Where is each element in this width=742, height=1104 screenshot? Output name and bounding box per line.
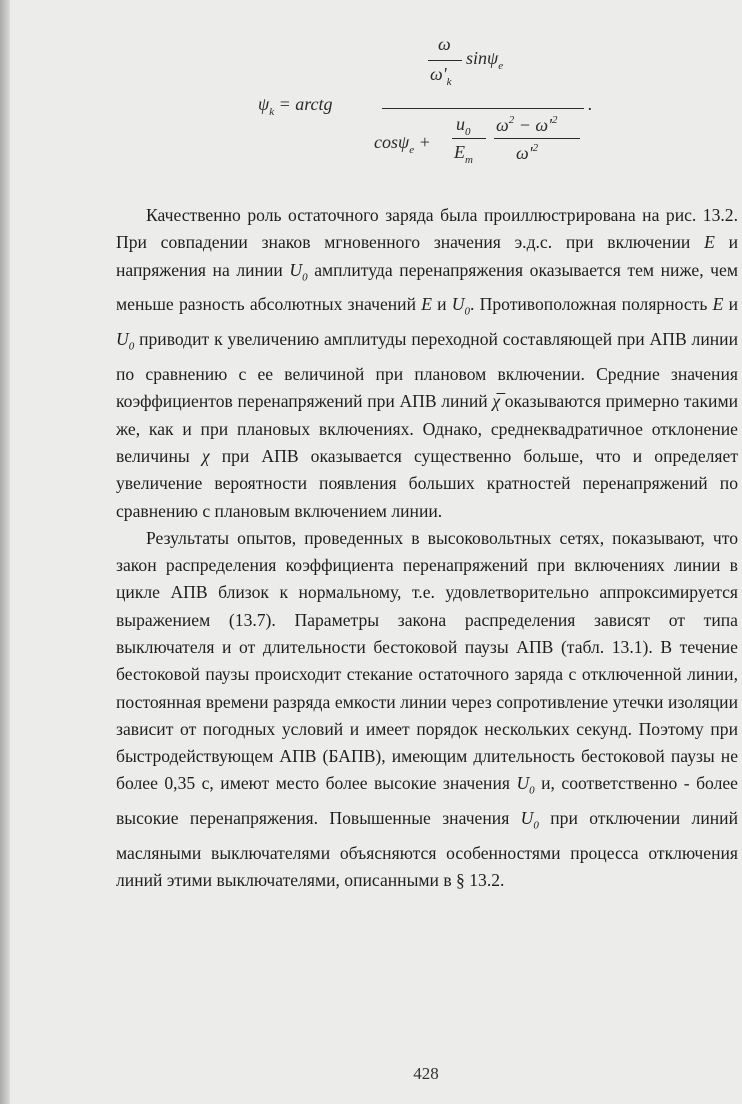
fraction-bar-main <box>382 108 584 109</box>
formula-psi-k <box>258 28 618 188</box>
formula-cos-psi: cosψ$_e$ + <box>374 132 431 156</box>
text-run: и <box>431 294 452 315</box>
math-symbol: E <box>712 294 724 315</box>
math-symbol: U <box>516 773 530 794</box>
text-run: и напряжения на линии <box>116 232 738 280</box>
fraction-bar-omega <box>494 138 580 139</box>
math-symbol: U <box>289 259 303 280</box>
fraction-bar-u0-em <box>452 138 486 139</box>
formula-omega-prime-k: $\omega'_k$ <box>430 64 452 88</box>
subscript: 0 <box>302 271 308 284</box>
subscript: 0 <box>128 340 135 353</box>
scan-edge <box>0 0 10 1104</box>
math-symbol: U <box>520 808 534 829</box>
text-run: оказываются примерно такими же, как и при плановых включениях. Однако, среднеквадратичное отклонение величины <box>116 391 739 466</box>
formula-period: . <box>588 94 593 114</box>
paragraph-residual-charge <box>116 202 738 525</box>
formula-lhs: $\psi_k$ = arctg <box>258 94 333 118</box>
text-run: . Противоположная полярность <box>470 294 713 315</box>
body-text <box>116 202 738 895</box>
text-run: при отключении линий масляными выключателями объясняются особенностями процесса отключения линий этими выключателями, описанными в § 13.2. <box>116 808 738 891</box>
text-run: Результаты опытов, проведенных в высоковольтных сетях, показывают, что закон распределения коэффициента перенапряжений при включениях линии в цикле АПВ близок к нормальному, т.е. удовлетворительно аппроксимируется выражением (13.7). Параметры закона распределения зависят от типа выключателя и от длительности бестоковой паузы АПВ (табл. 13.1). В течение бестоковой паузы происходит стекание остаточного заряда с отключенной линии, постоянная времени разряда емкости линии через сопротивление утечки изоляции зависит от погодных условий и имеет порядок нескольких секунд. Поэтому при быстродействующем АПВ (БАПВ), имеющим длительность бестоковой паузы не более 0,35 с, имеют место более высокие значения <box>116 527 738 794</box>
paragraph-experiment-results <box>116 525 738 895</box>
math-symbol: U <box>451 294 465 315</box>
subscript: 0 <box>464 305 471 318</box>
text-run: Качественно роль остаточного заряда была проиллюстрирована на рис. 13.2. При совпадении знаков мгновенного значения э.д.с. при включении <box>116 205 738 253</box>
math-symbol: E <box>421 294 432 315</box>
subscript: 0 <box>529 785 535 797</box>
text-run: и, соответственно - более высокие перенапряжения. Повышенные значения <box>116 773 738 829</box>
text-run: и <box>723 294 738 315</box>
text-run: приводит к увеличению амплитуды переходной составляющей при АПВ линии по сравнению с ее величиной при плановом включении. Средние значения коэффициентов перенапряжений при АПВ линий <box>116 329 738 412</box>
formula-omega-prime-sq: $\omega'^2$ <box>516 142 539 163</box>
formula-sin-psi: sinψ$_e$ <box>466 48 504 72</box>
page-number: 428 <box>413 1064 439 1083</box>
math-symbol: E <box>704 232 715 253</box>
text-run: при АПВ оказывается существенно больше, что и определяет увеличение вероятности появления больших кратностей перенапряжений по сравнению с плановым включением линии. <box>116 445 739 521</box>
math-symbol: χ̅ <box>492 391 501 412</box>
text-run: амплитуда перенапряжения оказывается тем ниже, чем меньше разность абсолютных значений <box>116 259 738 315</box>
formula-u0: $u_0$ <box>456 114 471 138</box>
math-symbol: U <box>116 329 129 350</box>
subscript: 0 <box>533 819 539 832</box>
fraction-bar-small <box>428 60 462 61</box>
math-symbol: χ <box>201 445 210 466</box>
formula-omega-diff: $\omega^2 - \omega'^2$ <box>496 114 558 135</box>
formula-omega: ω <box>438 34 451 54</box>
formula-em: $E_m$ <box>454 142 473 166</box>
